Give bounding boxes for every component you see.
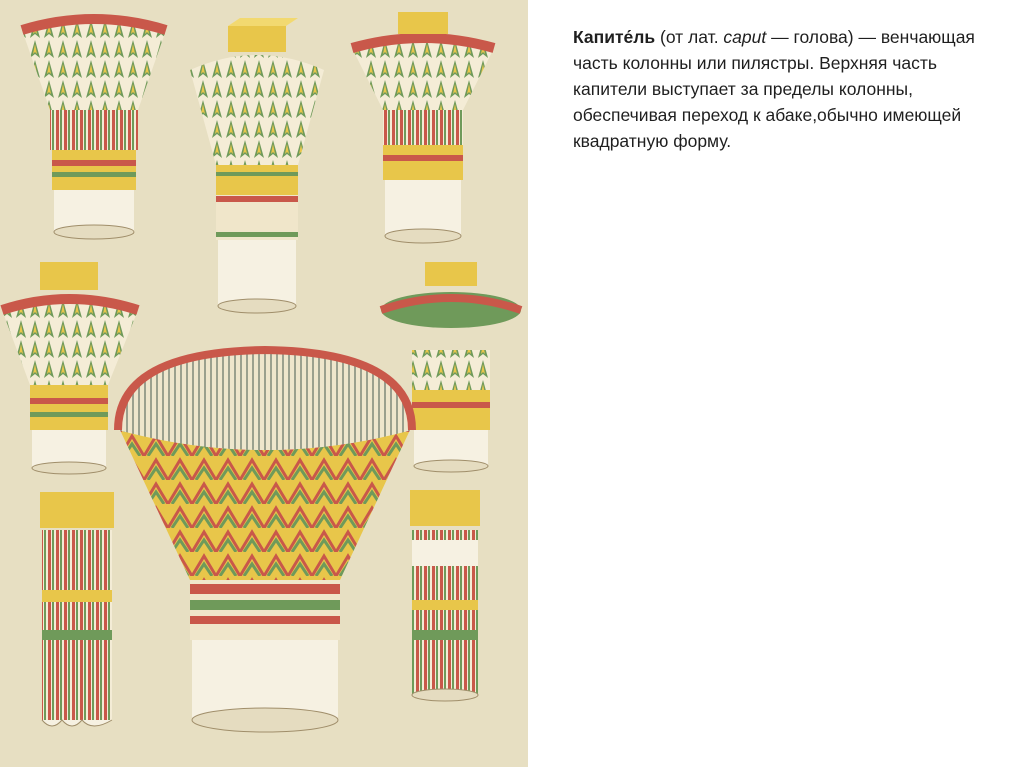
definition-body: — голова) — венчающая часть колонны или пилястры. Верхняя часть капители выступает за пределы колонны, обеспечивая переход к абаке,обычно имеющей квадратную форму. — [573, 27, 975, 151]
capital-central-large — [118, 350, 412, 732]
capital-top-left — [22, 19, 166, 239]
etymology-prefix: (от лат. — [655, 27, 724, 47]
column-bottom-left — [40, 492, 114, 726]
capital-top-right — [352, 12, 494, 243]
capital-top-middle — [190, 18, 324, 313]
capital-middle-left — [2, 262, 138, 474]
column-bottom-right — [410, 490, 480, 701]
latin-word: caput — [723, 27, 767, 47]
term-title: Капите́ль — [573, 27, 656, 47]
capital-definition — [573, 24, 993, 154]
